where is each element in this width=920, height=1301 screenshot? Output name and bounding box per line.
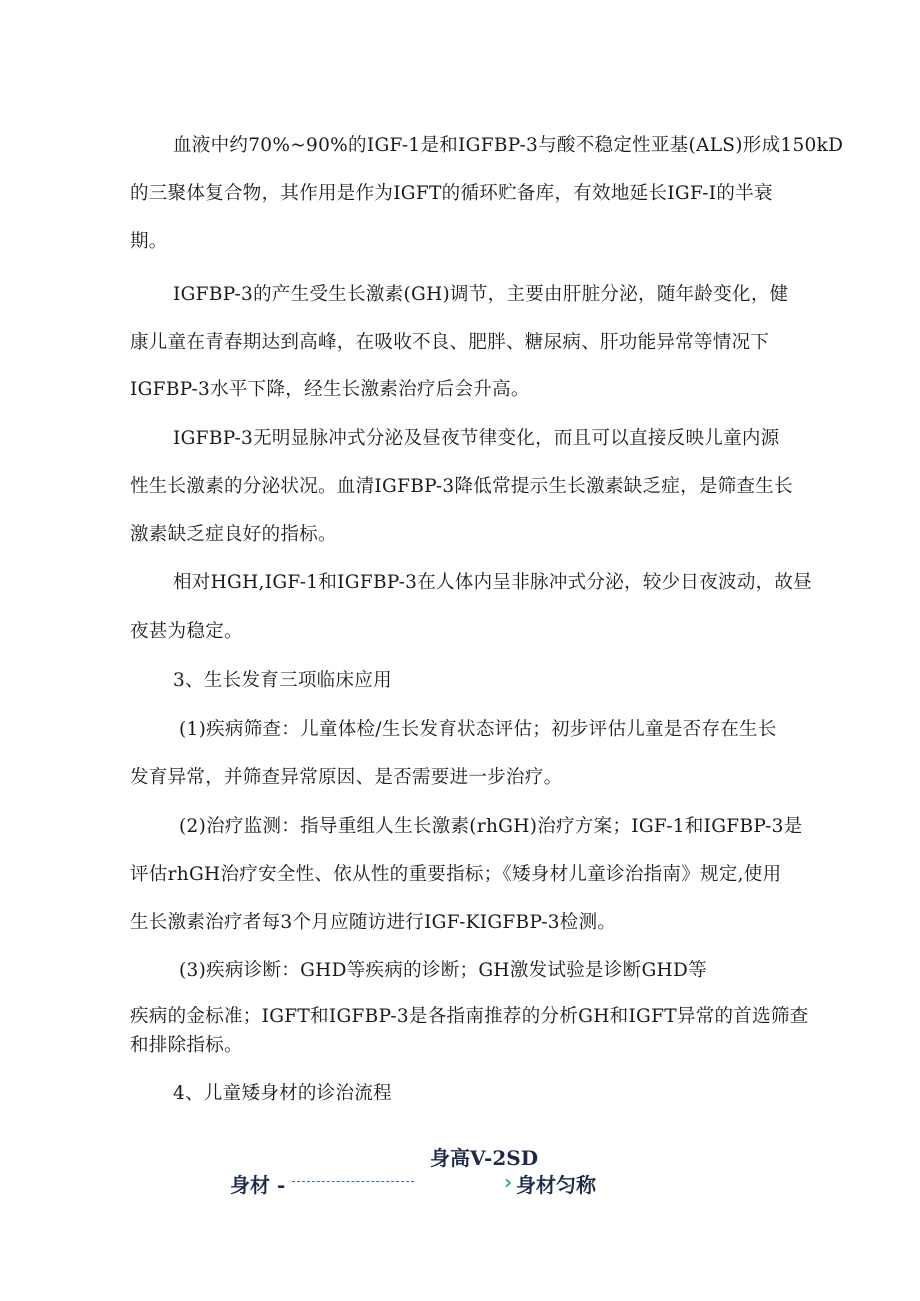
item-2-line-2: 评估rhGH治疗安全性、依从性的重要指标；《矮身材儿童诊治指南》规定,使用 bbox=[130, 864, 782, 885]
item-3-line-2: 疾病的金标准；IGFT和IGFBP-3是各指南推荐的分析GH和IGFT异常的首选筛查 bbox=[130, 1006, 809, 1027]
paragraph-3-line-3: 激素缺乏症良好的指标。 bbox=[130, 524, 337, 545]
paragraph-1-line-3: 期。 bbox=[130, 231, 168, 252]
item-1-line-1: (1)疾病筛查：儿童体检/生长发育状态评估；初步评估儿童是否存在生长 bbox=[179, 719, 777, 740]
item-3-line-3: 和排除指标。 bbox=[130, 1035, 243, 1056]
paragraph-4-line-1: 相对HGH,IGF-1和IGFBP-3在人体内呈非脉冲式分泌，较少日夜波动，故昼 bbox=[173, 572, 813, 593]
flow-dashed-connector bbox=[292, 1181, 414, 1182]
item-1-line-2: 发育异常，并筛查异常原因、是否需要进一步治疗。 bbox=[130, 767, 563, 788]
flow-node-body-shape: 身材 - bbox=[230, 1173, 286, 1197]
paragraph-2-line-3: IGFBP-3水平下降，经生长激素治疗后会升高。 bbox=[130, 379, 530, 400]
item-2-line-1: (2)治疗监测：指导重组人生长激素(rhGH)治疗方案；IGF-1和IGFBP-3是 bbox=[179, 816, 803, 837]
chevron-right-icon: › bbox=[504, 1170, 513, 1194]
flow-node-proportional-body: 身材匀称 bbox=[516, 1173, 596, 1197]
item-3-line-1: (3)疾病诊断：GHD等疾病的诊断；GH激发试验是诊断GHD等 bbox=[179, 960, 707, 981]
section-heading-4: 4、儿童矮身材的诊治流程 bbox=[173, 1083, 392, 1104]
paragraph-3-line-1: IGFBP-3无明显脉冲式分泌及昼夜节律变化，而且可以直接反映儿童内源 bbox=[173, 428, 780, 449]
paragraph-1-line-2: 的三聚体复合物，其作用是作为IGFT的循环贮备库，有效地延长IGF-I的半衰 bbox=[130, 183, 773, 204]
section-heading-3: 3、生长发育三项临床应用 bbox=[173, 670, 392, 691]
item-2-line-3: 生长激素治疗者每3个月应随访进行IGF-KIGFBP-3检测。 bbox=[130, 912, 617, 933]
paragraph-1-line-1: 血液中约70%~90%的IGF-1是和IGFBP-3与酸不稳定性亚基(ALS)形成150kD bbox=[173, 135, 844, 156]
paragraph-4-line-2: 夜甚为稳定。 bbox=[130, 621, 243, 642]
paragraph-2-line-2: 康儿童在青春期达到高峰，在吸收不良、肥胖、糖尿病、肝功能异常等情况下 bbox=[130, 332, 770, 353]
paragraph-2-line-1: IGFBP-3的产生受生长激素(GH)调节，主要由肝脏分泌，随年龄变化，健 bbox=[173, 284, 789, 305]
flow-node-height-threshold: 身高V-2SD bbox=[430, 1146, 539, 1170]
paragraph-3-line-2: 性生长激素的分泌状况。血清IGFBP-3降低常提示生长激素缺乏症，是筛查生长 bbox=[130, 476, 793, 497]
